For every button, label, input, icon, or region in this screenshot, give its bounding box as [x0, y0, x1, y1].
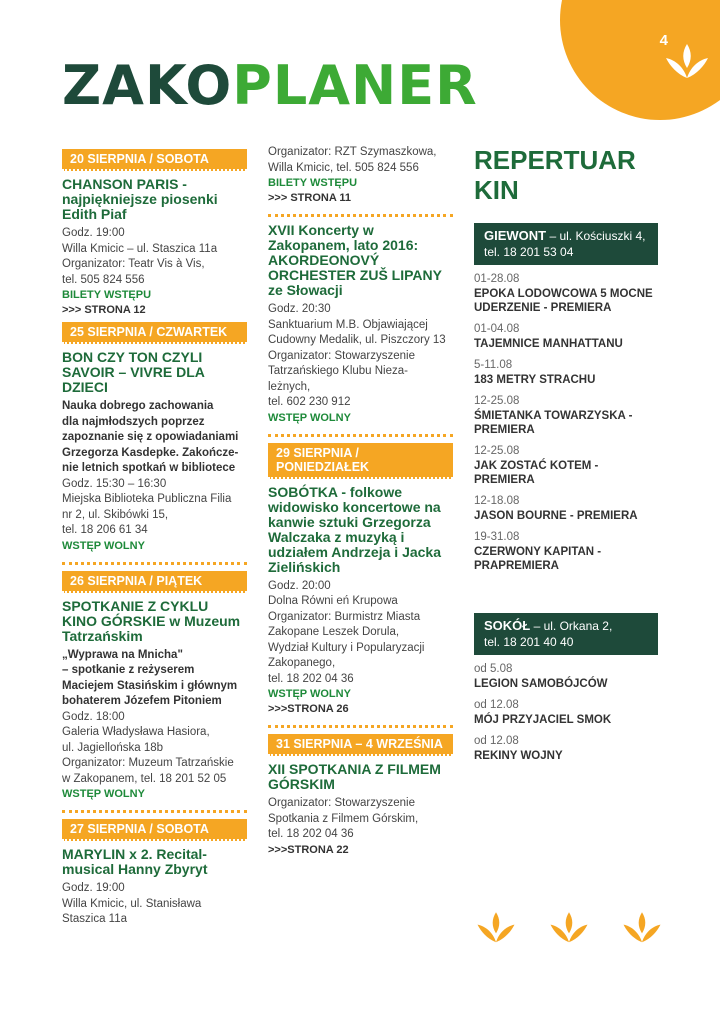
cinema-address: – ul. Orkana 2,: [530, 619, 613, 633]
cinema-address: – ul. Kościuszki 4,: [546, 229, 646, 243]
movie-title: MÓJ PRZYJACIEL SMOK: [474, 714, 612, 726]
event-organizer: w Zakopanem, tel. 18 201 52 05: [62, 772, 227, 785]
event-card: [268, 223, 453, 426]
event-venue: Sanktuarium M.B. Objawiającej: [268, 318, 428, 331]
movie-title: CZERWONY KAPITAN - PRAPREMIERA: [474, 546, 602, 572]
movie-item: [474, 662, 658, 691]
event-phone: tel. 18 202 04 36: [268, 828, 354, 840]
event-title: CHANSON PARIS - najpiękniejsze piosenki Edith Piaf: [62, 176, 218, 222]
cinema-phone: tel. 18 201 40 40: [484, 635, 574, 649]
dotted-divider: [268, 214, 453, 217]
movie-title: ŚMIETANKA TOWARZYSKA - PREMIERA: [474, 410, 633, 436]
event-venue: ul. Jagiellońska 18b: [62, 741, 164, 754]
movie-title: 183 METRY STRACHU: [474, 374, 596, 386]
wheat-icon: [620, 907, 664, 951]
event-description: nie letnich spotkań w bibliotece: [62, 462, 236, 474]
movie-title: TAJEMNICE MANHATTANU: [474, 338, 623, 350]
event-phone: tel. 505 824 556: [62, 273, 145, 286]
movie-item: [474, 734, 658, 763]
event-organizer: Wydział Kultury i Popularyzacji: [268, 641, 425, 654]
page-ref-link[interactable]: >>> STRONA 12: [62, 304, 146, 316]
page-ref-link[interactable]: >>>STRONA 26: [268, 703, 349, 715]
movie-dates: od 12.08: [474, 699, 519, 711]
event-title: SOBÓTKA - folkowe widowisko koncertowe na kanwie sztuki Grzegorza Walczaka z muzyką i udziałem Andrzeja i Jacka Zielińskich: [268, 483, 441, 575]
event-venue: Galeria Władysława Hasiora,: [62, 726, 210, 738]
event-card: [268, 734, 453, 858]
movie-dates: 12-25.08: [474, 445, 520, 457]
event-venue: nr 2, ul. Skibówki 15,: [62, 508, 169, 521]
page-number: 4: [659, 32, 668, 49]
movie-dates: 01-04.08: [474, 323, 520, 335]
movie-title: EPOKA LODOWCOWA 5 MOCNE UDERZENIE - PREMIERA: [474, 288, 653, 314]
event-description: „Wyprawa na Mnicha": [62, 648, 183, 661]
event-description: Nauka dobrego zachowania: [62, 400, 214, 412]
movie-title: REKINY WOJNY: [474, 750, 563, 762]
event-description: bohaterem Józefem Pitoniem: [62, 695, 222, 707]
cinema-header-giewont: [474, 223, 658, 265]
event-date: 27 SIERPNIA / SOBOTA: [62, 819, 247, 841]
movie-list-sokol: [474, 662, 658, 763]
wheat-icon: [474, 907, 518, 951]
movie-dates: 12-25.08: [474, 395, 520, 407]
logo-part-zako: ZAKO: [62, 54, 233, 117]
page-ref-link[interactable]: >>>STRONA 22: [268, 843, 349, 856]
event-organizer: Spotkania z Filmem Górskim,: [268, 812, 419, 825]
event-title: BON CZY TON CZYLI SAVOIR – VIVRE DLA DZIECI: [62, 349, 205, 395]
cinema-name: GIEWONT: [484, 228, 547, 243]
event-description: zapoznanie się z opowiadaniami: [62, 431, 239, 443]
cinema-name: SOKÓŁ: [484, 618, 531, 633]
event-card: [62, 322, 247, 554]
event-date: 20 SIERPNIA / SOBOTA: [62, 149, 247, 171]
event-venue: Willa Kmicic, ul. Stanisława: [62, 897, 202, 910]
events-column-1: [62, 145, 247, 928]
free-entry-tag: WSTĘP WOLNY: [268, 688, 351, 700]
movie-item: [474, 272, 658, 315]
movie-item: [474, 530, 658, 573]
event-organizer: Organizator: Stowarzyszenie: [268, 797, 416, 809]
event-organizer: Organizator: RZT Szymaszkowa,: [268, 146, 437, 158]
event-venue: Willa Kmicic, tel. 505 824 556: [268, 161, 419, 174]
movie-dates: 19-31.08: [474, 531, 520, 543]
event-venue: Staszica 11a: [62, 913, 127, 925]
movie-item: [474, 698, 658, 727]
wheat-icon: [662, 38, 712, 88]
event-card: [268, 443, 453, 718]
event-title: XII SPOTKANIA Z FILMEM GÓRSKIM: [268, 761, 441, 792]
movie-item: [474, 444, 658, 487]
event-title: SPOTKANIE Z CYKLU KINO GÓRSKIE w Muzeum Tatrzańskim: [62, 597, 241, 644]
event-description: – spotkanie z reżyserem: [62, 664, 195, 676]
ticket-tag: BILETY WSTĘPU: [268, 177, 358, 189]
event-phone: tel. 602 230 912: [268, 396, 351, 408]
movie-dates: od 12.08: [474, 735, 519, 747]
event-venue: Cudowny Medalik, ul. Piszczory 13: [268, 334, 446, 346]
dotted-divider: [268, 725, 453, 728]
movie-item: [474, 394, 658, 437]
movie-dates: 5-11.08: [474, 359, 513, 371]
event-organizer: Organizator: Burmistrz Miasta: [268, 610, 421, 623]
event-description: Maciejem Stasińskim i głównym: [62, 679, 238, 692]
event-organizer: Zakopane Leszek Dorula,: [268, 626, 400, 638]
event-date: 31 SIERPNIA – 4 WRZEŚNIA: [268, 734, 453, 756]
logo: [62, 56, 478, 116]
movie-dates: 12-18.08: [474, 495, 520, 507]
movie-item: [474, 358, 658, 387]
free-entry-tag: WSTĘP WOLNY: [62, 788, 145, 800]
dotted-divider: [268, 434, 453, 437]
event-date: 26 SIERPNIA / PIĄTEK: [62, 571, 247, 593]
cinema-column: [474, 145, 658, 763]
event-card: [62, 149, 247, 318]
event-time: Godz. 19:00: [62, 882, 125, 894]
wheat-decoration: [474, 907, 664, 951]
free-entry-tag: WSTĘP WOLNY: [62, 539, 145, 552]
free-entry-tag: WSTĘP WOLNY: [268, 411, 351, 424]
event-title: MARYLIN x 2. Recital-musical Hanny Zbyryt: [62, 846, 208, 877]
event-venue: Willa Kmicic – ul. Staszica 11a: [62, 242, 218, 255]
logo-part-planer: PLANER: [232, 54, 478, 117]
event-time: Godz. 18:00: [62, 710, 125, 723]
cinema-header-sokol: [474, 613, 658, 655]
event-card: [62, 571, 247, 803]
event-organizer: Zakopanego,: [268, 657, 336, 669]
event-organizer: Organizator: Teatr Vis à Vis,: [62, 258, 205, 270]
event-card: [62, 819, 247, 928]
dotted-divider: [62, 562, 247, 565]
ticket-tag: BILETY WSTĘPU: [62, 289, 152, 301]
event-card-continued: [268, 145, 453, 206]
event-description: Grzegorza Kasdepke. Zakończe-: [62, 446, 239, 459]
event-time: Godz. 15:30 – 16:30: [62, 477, 167, 490]
movie-title: LEGION SAMOBÓJCÓW: [474, 678, 608, 690]
event-time: Godz. 20:30: [268, 303, 331, 315]
event-time: Godz. 19:00: [62, 227, 125, 239]
movie-title: JAK ZOSTAĆ KOTEM - PREMIERA: [474, 460, 599, 486]
movie-item: [474, 322, 658, 351]
event-date: 29 SIERPNIA / PONIEDZIAŁEK: [268, 443, 453, 479]
event-venue: Miejska Biblioteka Publiczna Filia: [62, 493, 232, 505]
movie-dates: 01-28.08: [474, 273, 520, 285]
wheat-icon: [547, 907, 591, 951]
movie-item: [474, 494, 658, 523]
event-organizer: Organizator: Stowarzyszenie: [268, 349, 416, 362]
repertoire-title: REPERTUAR KIN: [474, 145, 636, 205]
event-venue: Dolna Równi eń Krupowa: [268, 595, 398, 607]
event-phone: tel. 18 202 04 36: [268, 672, 354, 685]
event-phone: tel. 18 206 61 34: [62, 524, 148, 536]
event-time: Godz. 20:00: [268, 579, 331, 592]
event-organizer: Tatrzańskiego Klubu Nieza-: [268, 365, 408, 377]
movie-dates: od 5.08: [474, 663, 513, 675]
event-title: XVII Koncerty w Zakopanem, lato 2016: AKORDEONOVÝ ORCHESTER ZUŠ LIPANY ze Słowacji: [268, 222, 442, 298]
cinema-phone: tel. 18 201 53 04: [484, 245, 574, 259]
movie-title: JASON BOURNE - PREMIERA: [474, 510, 638, 522]
page-ref-link[interactable]: >>> STRONA 11: [268, 192, 352, 204]
movie-list-giewont: [474, 272, 658, 573]
event-organizer: leżnych,: [268, 380, 311, 393]
event-organizer: Organizator: Muzeum Tatrzańskie: [62, 757, 234, 769]
event-description: dla najmłodszych poprzez: [62, 415, 205, 428]
dotted-divider: [62, 810, 247, 813]
event-date: 25 SIERPNIA / CZWARTEK: [62, 322, 247, 344]
events-column-2: [268, 145, 453, 858]
